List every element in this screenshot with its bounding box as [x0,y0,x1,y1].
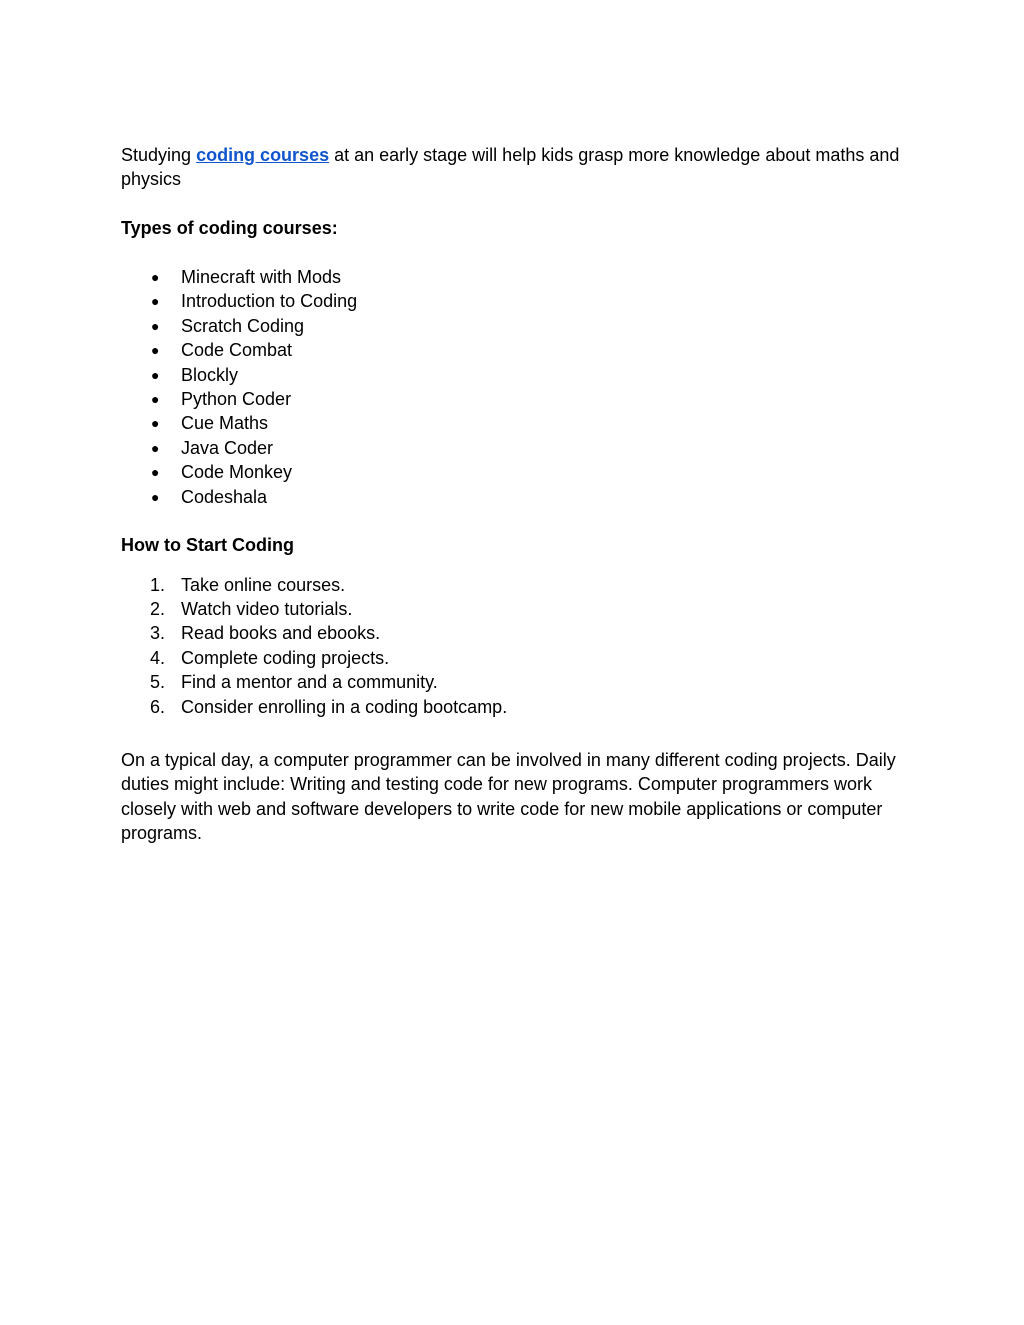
course-types-list [121,265,901,509]
bullet-icon: ● [151,415,160,432]
step-number: 4. [150,647,166,668]
list-item-text: Python Coder [181,388,292,409]
bullet-icon: ● [151,317,160,334]
list-item-text: Java Coder [181,437,274,458]
list-item-text: Codeshala [181,486,268,507]
intro-text-after: at an early stage will help kids grasp more knowledge about maths and physics [121,145,900,190]
start-coding-heading: How to Start Coding [121,535,294,556]
list-item-text: Minecraft with Mods [181,267,342,287]
list-item [121,436,901,460]
bullet-icon: ● [151,488,160,505]
list-item [121,695,901,719]
list-item-text: Watch video tutorials. [181,599,353,620]
list-item-text: Cue Maths [181,413,269,434]
list-item-text: Blockly [181,364,239,385]
bullet-icon: ● [151,269,160,285]
list-item [121,265,901,289]
start-steps-list [121,573,901,719]
bullet-icon: ● [151,390,160,407]
list-item [121,646,901,670]
step-number: 5. [150,672,166,693]
bullet-icon: ● [151,342,160,359]
list-item [121,338,901,362]
document-page [121,143,901,846]
list-item [121,387,901,411]
list-item-text: Find a mentor and a community. [181,672,438,693]
bullet-icon: ● [151,439,160,456]
bullet-icon: ● [151,464,160,481]
step-number: 3. [150,623,166,644]
list-item-text: Read books and ebooks. [181,623,381,644]
list-item [121,363,901,387]
step-number: 1. [150,574,166,595]
list-item [121,573,901,597]
intro-text-before: Studying [121,145,197,165]
list-item-text: Take online courses. [181,574,346,595]
list-item-text: Code Monkey [181,462,293,483]
step-number: 6. [150,696,166,717]
list-item-text: Code Combat [181,340,293,361]
bullet-icon: ● [151,366,160,383]
list-item [121,597,901,621]
list-item-text: Scratch Coding [181,315,305,336]
list-item [121,289,901,313]
list-item-text: Complete coding projects. [181,647,390,668]
list-item-text: Introduction to Coding [181,291,358,312]
list-item [121,485,901,509]
coding-courses-link[interactable]: coding courses [196,145,330,165]
bullet-icon: ● [151,293,160,310]
list-item [121,411,901,435]
list-item-text: Consider enrolling in a coding bootcamp. [181,696,508,717]
closing-paragraph: On a typical day, a computer programmer can be involved in many different coding projects. Daily duties might include: Writing and testing code for new programs. Computer programmers work closely with web and software developers to write code for new mobile applications or computer programs. [121,750,896,844]
list-item [121,314,901,338]
list-item [121,460,901,484]
intro-paragraph [121,143,901,192]
step-number: 2. [150,599,166,620]
list-item [121,621,901,645]
list-item [121,670,901,694]
types-heading: Types of coding courses: [121,218,338,239]
